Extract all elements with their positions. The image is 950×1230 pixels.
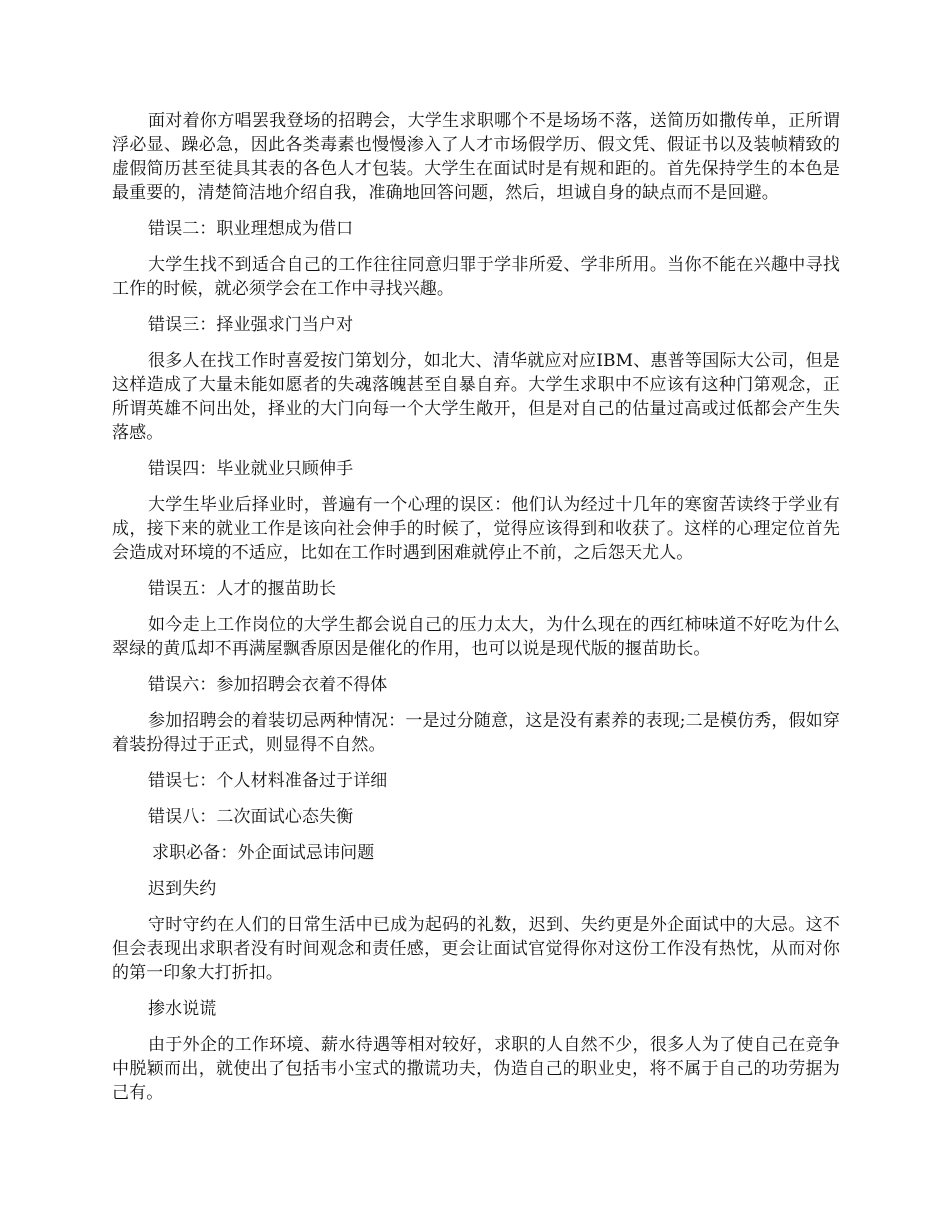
paragraph-mistake-4: 大学生毕业后择业时，普遍有一个心理的误区：他们认为经过十几年的寒窗苦读终于学业有成，接下来的就业工作是该向社会伸手的时候了，觉得应该得到和收获了。这样的心理定位首先会造成对环境的不适应，比如在工作时遇到困难就停止不前，之后怨天尤人。: [112, 495, 840, 563]
heading-mistake-6: 错误六：参加招聘会衣着不得体: [148, 675, 388, 695]
heading-mistake-3: 错误三：择业强求门当户对: [148, 315, 354, 335]
heading-mistake-2: 错误二：职业理想成为借口: [148, 219, 354, 239]
paragraph-mistake-3: 很多人在找工作时喜爱按门第划分，如北大、清华就应对应IBM、惠普等国际大公司，但是这样造成了大量未能如愿者的失魂落魄甚至自暴自弃。大学生求职中不应该有这种门第观念，正所谓英雄不问出处，择业的大门向每一个大学生敞开，但是对自己的估量过高或过低都会产生失落感。: [112, 351, 840, 443]
paragraph-intro: 面对着你方唱罢我登场的招聘会，大学生求职哪个不是场场不落，送简历如撒传单，正所谓浮必显、躁必急，因此各类毒素也慢慢渗入了人才市场假学历、假文凭、假证书以及装帧精致的虚假简历甚至徒具其表的各色人才包装。大学生在面试时是有规和距的。首先保持学生的本色是最重要的，清楚简洁地介绍自我，准确地回答问题，然后，坦诚自身的缺点而不是回避。: [112, 111, 840, 203]
heading-mistake-7: 错误七：个人材料准备过于详细: [148, 771, 388, 791]
heading-mistake-5: 错误五：人才的揠苗助长: [148, 579, 337, 599]
paragraph-mistake-6: 参加招聘会的着装切忌两种情况：一是过分随意，这是没有素养的表现;二是模仿秀，假如穿着装扮得过于正式，则显得不自然。: [112, 711, 840, 755]
heading-mistake-8: 错误八：二次面试心态失衡: [148, 807, 354, 827]
heading-late-absent: 迟到失约: [148, 879, 217, 899]
document-body: [112, 109, 840, 1117]
paragraph-lying: 由于外企的工作环境、薪水待遇等相对较好，求职的人自然不少，很多人为了使自己在竞争中脱颖而出，就使出了包括韦小宝式的撒谎功夫，伪造自己的职业史，将不属于自己的功劳据为己有。: [112, 1035, 840, 1103]
paragraph-mistake-5: 如今走上工作岗位的大学生都会说自己的压力太大，为什么现在的西红柿味道不好吃为什么翠绿的黄瓜却不再满屋飘香原因是催化的作用，也可以说是现代版的揠苗助长。: [112, 615, 840, 659]
section-title-foreign-interview: 求职必备：外企面试忌讳问题: [152, 843, 375, 863]
heading-lying: 掺水说谎: [148, 999, 217, 1019]
paragraph-late-absent: 守时守约在人们的日常生活中已成为起码的礼数，迟到、失约更是外企面试中的大忌。这不但会表现出求职者没有时间观念和责任感，更会让面试官觉得你对这份工作没有热忱，从而对你的第一印象大打折扣。: [112, 915, 840, 983]
paragraph-mistake-2: 大学生找不到适合自己的工作往往同意归罪于学非所爱、学非所用。当你不能在兴趣中寻找工作的时候，就必须学会在工作中寻找兴趣。: [112, 255, 840, 299]
heading-mistake-4: 错误四：毕业就业只顾伸手: [148, 459, 354, 479]
